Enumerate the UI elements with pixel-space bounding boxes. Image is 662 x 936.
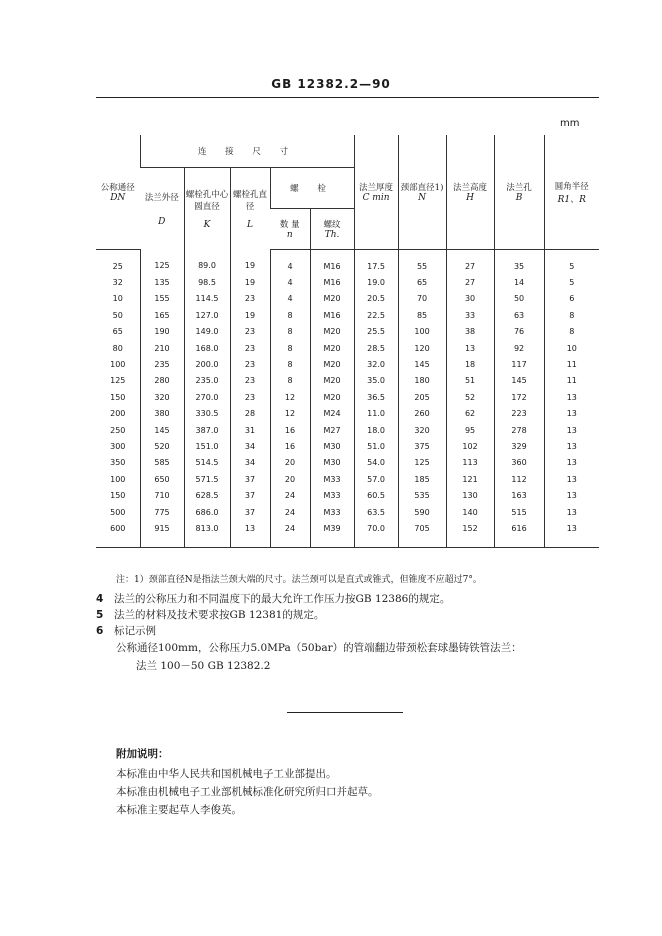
table-cell: 32.0 <box>354 356 398 372</box>
table-cell: 57.0 <box>354 471 398 487</box>
table-cell: 95 <box>446 422 494 438</box>
table-cell: M33 <box>310 471 354 487</box>
table-cell: 350 <box>110 458 126 468</box>
table-cell: 23 <box>230 356 270 372</box>
table-cell: 200.0 <box>184 356 230 372</box>
table-cell: 12 <box>270 406 310 422</box>
table-cell: 16 <box>270 438 310 454</box>
table-cell: 35 <box>494 250 544 275</box>
header-count: 数 量 n <box>270 209 310 250</box>
table-cell: 180 <box>398 373 446 389</box>
table-cell: 329 <box>494 438 544 454</box>
table-cell: 13 <box>544 504 599 520</box>
table-cell: 120 <box>398 340 446 356</box>
table-cell: 235.0 <box>184 373 230 389</box>
table-cell: 62 <box>446 406 494 422</box>
table-cell: 22.5 <box>354 307 398 323</box>
table-cell: 155 <box>140 291 184 307</box>
table-cell: 19.0 <box>354 274 398 290</box>
table-cell: 54.0 <box>354 455 398 471</box>
table-cell: 20.5 <box>354 291 398 307</box>
table-cell: 387.0 <box>184 422 230 438</box>
table-cell: 571.5 <box>184 471 230 487</box>
table-cell: 52 <box>446 389 494 405</box>
table-cell: M33 <box>310 487 354 503</box>
table-cell: 168.0 <box>184 340 230 356</box>
header-connection-group: 连 接 尺 寸 <box>140 135 354 168</box>
table-cell: 710 <box>140 487 184 503</box>
table-cell: 375 <box>398 438 446 454</box>
table-cell: 100 <box>110 360 126 370</box>
table-cell: M24 <box>310 406 354 422</box>
table-cell: 4 <box>270 250 310 275</box>
table-cell: 31 <box>230 422 270 438</box>
table-cell: 320 <box>140 389 184 405</box>
table-cell: 5 <box>544 250 599 275</box>
table-cell: 380 <box>140 406 184 422</box>
table-row <box>96 471 599 487</box>
table-row <box>96 356 599 372</box>
table-footnote: 注：1）颈部直径N是指法兰颈大端的尺寸。法兰颈可以是直式或锥式，但锥度不应超过7°。 <box>116 575 482 585</box>
table-cell: 70.0 <box>354 520 398 547</box>
table-cell: 10 <box>544 340 599 356</box>
table-cell: 5 <box>544 274 599 290</box>
table-cell: 360 <box>494 455 544 471</box>
table-cell: 813.0 <box>184 520 230 547</box>
table-cell: 190 <box>140 324 184 340</box>
table-cell: 616 <box>494 520 544 547</box>
table-cell: 18 <box>446 356 494 372</box>
table-cell: 18.0 <box>354 422 398 438</box>
table-cell: M16 <box>310 307 354 323</box>
table-cell: 590 <box>398 504 446 520</box>
table-row <box>96 291 599 307</box>
table-row <box>96 455 599 471</box>
table-row <box>96 504 599 520</box>
table-cell: 23 <box>230 291 270 307</box>
unit-label: mm <box>560 118 580 129</box>
table-cell: 76 <box>494 324 544 340</box>
table-cell: M20 <box>310 291 354 307</box>
marking-example-code: 法兰 100－50 GB 12382.2 <box>136 660 271 672</box>
table-cell: 34 <box>230 455 270 471</box>
table-cell: 172 <box>494 389 544 405</box>
header-bolt-circle: 螺栓孔中心圆直径 K <box>184 168 230 250</box>
table-cell: 10 <box>112 294 123 304</box>
table-cell: 152 <box>446 520 494 547</box>
table-cell: 13 <box>230 520 270 547</box>
table-cell: 20 <box>270 471 310 487</box>
table-cell: 112 <box>494 471 544 487</box>
table-cell: 8 <box>270 340 310 356</box>
table-cell: 149.0 <box>184 324 230 340</box>
table-cell: M16 <box>310 274 354 290</box>
table-cell: 34 <box>230 438 270 454</box>
table-cell: 185 <box>398 471 446 487</box>
additional-note-line: 本标准主要起草人李俊英。 <box>116 804 242 816</box>
marking-example-description: 公称通径100mm，公称压力5.0MPa（50bar）的管端翻边带颈松套球墨铸铁管法兰： <box>116 642 522 654</box>
table-cell: 11 <box>544 373 599 389</box>
table-cell: 8 <box>270 356 310 372</box>
header-height: 法兰高度 H <box>446 135 494 250</box>
clause-5: 5 法兰的材料及技术要求按GB 12381的规定。 <box>96 609 325 621</box>
table-cell: 145 <box>398 356 446 372</box>
table-cell: 13 <box>544 438 599 454</box>
table-cell: 28.5 <box>354 340 398 356</box>
table-cell: 85 <box>398 307 446 323</box>
table-cell: 628.5 <box>184 487 230 503</box>
table-row <box>96 373 599 389</box>
table-cell: M20 <box>310 389 354 405</box>
table-cell: 515 <box>494 504 544 520</box>
table-cell: 235 <box>140 356 184 372</box>
table-cell: 14 <box>494 274 544 290</box>
table-row <box>96 406 599 422</box>
table-cell: 200 <box>110 409 126 419</box>
standard-code: GB 12382.2—90 <box>271 77 391 91</box>
table-cell: 13 <box>544 487 599 503</box>
table-cell: 300 <box>110 441 126 451</box>
header-hole: 法兰孔 B <box>494 135 544 250</box>
table-cell: 915 <box>140 520 184 547</box>
table-cell: 223 <box>494 406 544 422</box>
header-bolt-group: 螺 栓 <box>270 168 354 209</box>
table-cell: 13 <box>544 471 599 487</box>
table-cell: M20 <box>310 340 354 356</box>
table-cell: 32 <box>112 278 123 288</box>
table-cell: 30 <box>446 291 494 307</box>
table-cell: 20 <box>270 455 310 471</box>
table-cell: 63.5 <box>354 504 398 520</box>
table-cell: 13 <box>544 455 599 471</box>
additional-note-line: 本标准由机械电子工业部机械标准化研究所归口并起草。 <box>116 786 379 798</box>
table-cell: 13 <box>544 406 599 422</box>
table-cell: 23 <box>230 389 270 405</box>
table-cell: 151.0 <box>184 438 230 454</box>
table-cell: 8 <box>544 307 599 323</box>
table-cell: M20 <box>310 356 354 372</box>
header-thread: 螺纹 Th. <box>310 209 354 250</box>
table-cell: 51 <box>446 373 494 389</box>
table-cell: 63 <box>494 307 544 323</box>
table-cell: 24 <box>270 504 310 520</box>
table-cell: 12 <box>270 389 310 405</box>
table-cell: M20 <box>310 324 354 340</box>
table-cell: 686.0 <box>184 504 230 520</box>
table-cell: 585 <box>140 455 184 471</box>
table-cell: 55 <box>398 250 446 275</box>
header-outer-dia: 法兰外径 D <box>144 192 179 227</box>
table-cell: 25.5 <box>354 324 398 340</box>
additional-note-line: 本标准由中华人民共和国机械电子工业部提出。 <box>116 768 337 780</box>
table-cell: 24 <box>270 520 310 547</box>
table-cell: 121 <box>446 471 494 487</box>
table-cell: 150 <box>110 392 126 402</box>
table-cell: 65 <box>112 327 123 337</box>
table-cell: 102 <box>446 438 494 454</box>
table-cell: 27 <box>446 274 494 290</box>
table-row <box>96 520 599 547</box>
table-cell: 600 <box>96 520 140 547</box>
table-cell: 500 <box>110 507 126 517</box>
table-cell: 125 <box>140 250 184 275</box>
table-row <box>96 438 599 454</box>
table-cell: 13 <box>544 389 599 405</box>
header-thickness: 法兰厚度 C min <box>354 135 398 250</box>
header-neck: 颈部直径1) N <box>398 135 446 250</box>
table-cell: 98.5 <box>184 274 230 290</box>
header-radius: 圆角半径 R1、R <box>544 135 599 250</box>
table-cell: 135 <box>140 274 184 290</box>
table-row <box>96 389 599 405</box>
table-cell: 150 <box>110 491 126 501</box>
header-rule <box>96 97 599 98</box>
table-cell: 37 <box>230 504 270 520</box>
table-cell: 35.0 <box>354 373 398 389</box>
table-cell: 775 <box>140 504 184 520</box>
table-cell: 8 <box>544 324 599 340</box>
table-cell: M16 <box>310 250 354 275</box>
table-cell: 8 <box>270 373 310 389</box>
table-cell: 270.0 <box>184 389 230 405</box>
table-cell: 19 <box>230 274 270 290</box>
table-cell: 125 <box>398 455 446 471</box>
clause-4: 4 法兰的公称压力和不同温度下的最大允许工作压力按GB 12386的规定。 <box>96 593 451 605</box>
table-cell: 50 <box>494 291 544 307</box>
table-cell: 8 <box>270 307 310 323</box>
table-cell: 23 <box>230 324 270 340</box>
table-cell: M39 <box>310 520 354 547</box>
table-cell: 514.5 <box>184 455 230 471</box>
table-cell: 13 <box>446 340 494 356</box>
table-cell: 140 <box>446 504 494 520</box>
table-cell: 100 <box>398 324 446 340</box>
table-cell: 38 <box>446 324 494 340</box>
table-cell: 705 <box>398 520 446 547</box>
table-cell: 11.0 <box>354 406 398 422</box>
table-cell: 130 <box>446 487 494 503</box>
header-nominal: 公称通径 DN <box>96 135 140 250</box>
table-cell: 250 <box>110 425 126 435</box>
table-cell: M27 <box>310 422 354 438</box>
table-cell: 125 <box>110 376 126 386</box>
table-cell: 145 <box>494 373 544 389</box>
table-cell: 19 <box>230 250 270 275</box>
table-cell: 520 <box>140 438 184 454</box>
table-cell: 330.5 <box>184 406 230 422</box>
table-cell: 117 <box>494 356 544 372</box>
table-cell: 33 <box>446 307 494 323</box>
table-cell: 260 <box>398 406 446 422</box>
table-cell: 23 <box>230 373 270 389</box>
table-cell: 16 <box>270 422 310 438</box>
header-bolt-hole: 螺栓孔直径 L <box>230 168 270 250</box>
table-cell: 127.0 <box>184 307 230 323</box>
flange-dimension-table <box>96 135 599 548</box>
table-cell: 280 <box>140 373 184 389</box>
table-row <box>96 307 599 323</box>
table-cell: 37 <box>230 471 270 487</box>
table-cell: 36.5 <box>354 389 398 405</box>
table-cell: 24 <box>270 487 310 503</box>
table-cell: 100 <box>110 474 126 484</box>
table-cell: 51.0 <box>354 438 398 454</box>
table-cell: 89.0 <box>184 250 230 275</box>
table-row <box>96 250 599 275</box>
table-cell: 210 <box>140 340 184 356</box>
table-cell: M33 <box>310 504 354 520</box>
table-cell: M30 <box>310 438 354 454</box>
table-cell: 113 <box>446 455 494 471</box>
table-cell: 650 <box>140 471 184 487</box>
table-cell: 4 <box>270 274 310 290</box>
table-cell: 25 <box>112 261 123 271</box>
table-row <box>96 422 599 438</box>
table-cell: 19 <box>230 307 270 323</box>
clause-6: 6 标记示例 <box>96 625 156 637</box>
table-cell: 92 <box>494 340 544 356</box>
table-cell: 114.5 <box>184 291 230 307</box>
table-cell: 13 <box>544 422 599 438</box>
table-cell: 70 <box>398 291 446 307</box>
table-cell: M20 <box>310 373 354 389</box>
table-cell: 320 <box>398 422 446 438</box>
table-cell: 60.5 <box>354 487 398 503</box>
table-cell: 6 <box>544 291 599 307</box>
table-cell: 8 <box>270 324 310 340</box>
additional-notes-title: 附加说明： <box>116 748 169 760</box>
table-row <box>96 274 599 290</box>
table-cell: 145 <box>140 422 184 438</box>
table-cell: 205 <box>398 389 446 405</box>
table-row <box>96 324 599 340</box>
table-cell: 37 <box>230 487 270 503</box>
table-cell: 278 <box>494 422 544 438</box>
table-cell: 165 <box>140 307 184 323</box>
table-cell: 11 <box>544 356 599 372</box>
table-cell: 13 <box>544 520 599 547</box>
table-cell: 80 <box>112 343 123 353</box>
table-cell: 27 <box>446 250 494 275</box>
table-cell: 535 <box>398 487 446 503</box>
table-cell: 17.5 <box>354 250 398 275</box>
table-cell: 163 <box>494 487 544 503</box>
table-cell: 65 <box>398 274 446 290</box>
table-cell: 28 <box>230 406 270 422</box>
table-row <box>96 340 599 356</box>
table-cell: 4 <box>270 291 310 307</box>
table-cell: M30 <box>310 455 354 471</box>
table-row <box>96 487 599 503</box>
end-rule <box>287 712 403 713</box>
table-cell: 50 <box>112 310 123 320</box>
table-cell: 23 <box>230 340 270 356</box>
